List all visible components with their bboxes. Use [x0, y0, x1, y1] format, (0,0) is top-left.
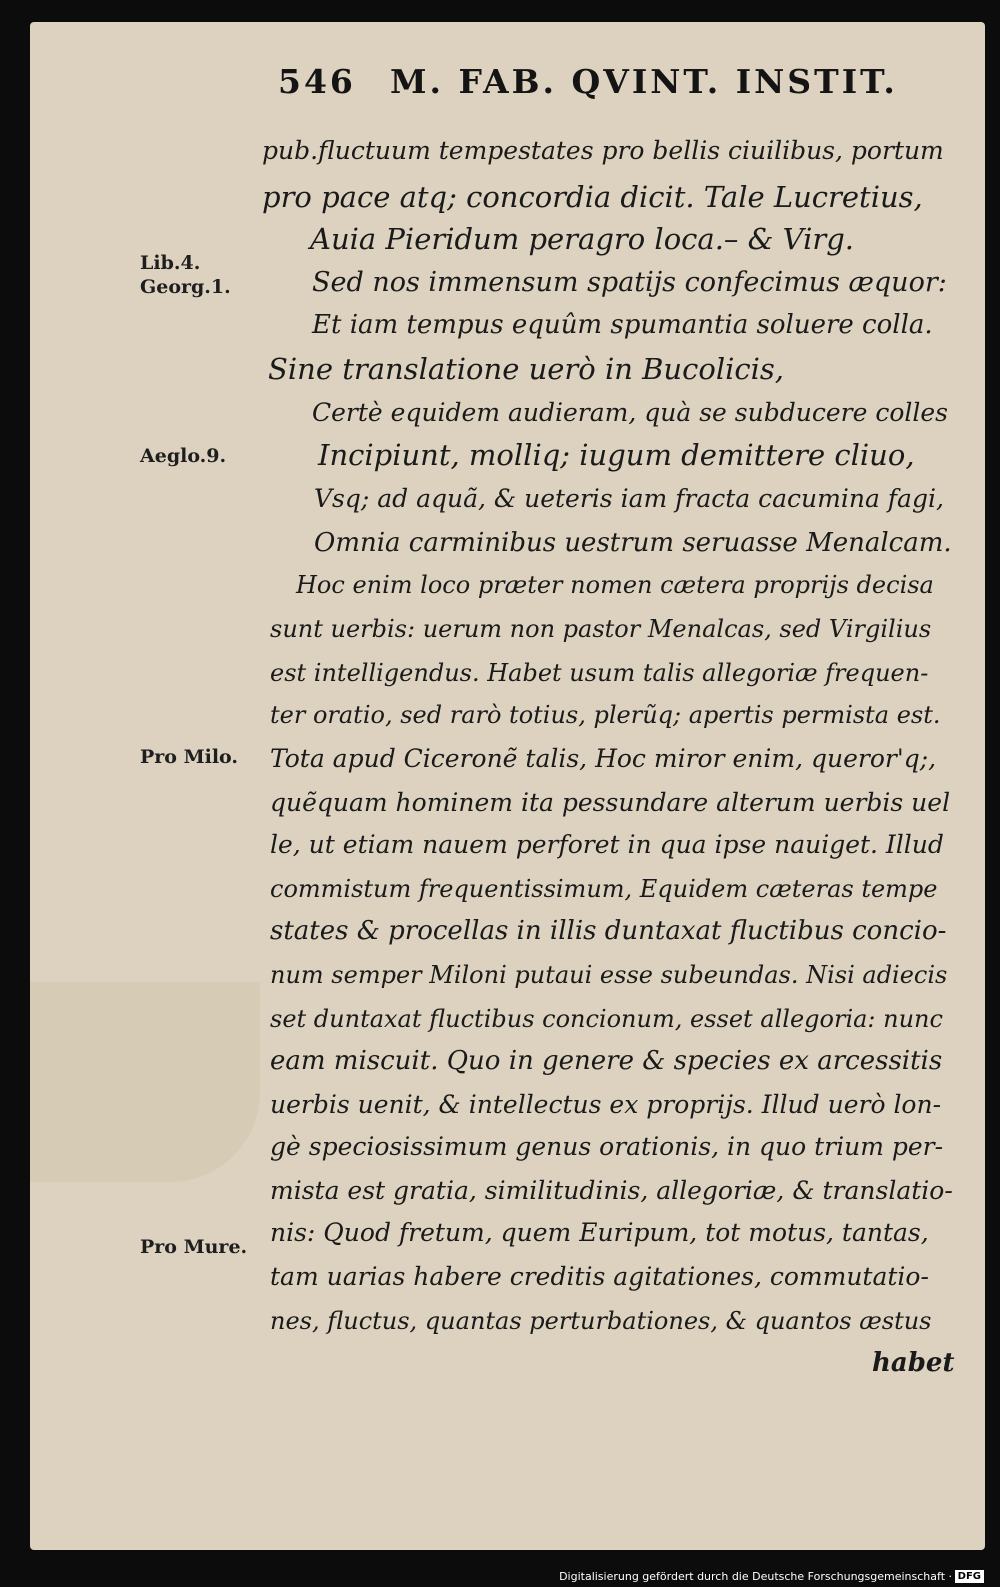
margin-note: Pro Mure. [140, 1236, 248, 1258]
running-title: M. FAB. QVINT. INSTIT. [390, 62, 898, 101]
text-line: Omnia carminibus uestrum seruasse Menalcam. [314, 528, 952, 558]
digitization-credit: Digitalisierung gefördert durch die Deutsche Forschungsgemeinschaft · [559, 1570, 952, 1583]
text-line: est intelligendus. Habet usum talis allegoriæ frequen- [270, 659, 929, 687]
text-line: num semper Miloni putaui esse subeundas. Nisi adiecis [270, 961, 948, 989]
page-number: 546 [278, 62, 356, 101]
page-stain [30, 982, 260, 1182]
text-line: gè speciosissimum genus orationis, in quo trium per- [270, 1132, 944, 1161]
text-line: ter oratio, sed rarò totius, plerũq; apertis permista est. [270, 701, 941, 729]
page-header [250, 62, 950, 112]
dfg-logo: DFG [955, 1570, 984, 1583]
text-line: set duntaxat fluctibus concionum, esset allegoria: nunc [270, 1005, 943, 1033]
text-line: quẽquam hominem ita pessundare alterum uerbis uel [270, 788, 951, 817]
margin-note: Aeglo.9. [140, 445, 227, 467]
text-line: states & procellas in illis duntaxat fluctibus concio- [270, 916, 947, 946]
text-line: eam miscuit. Quo in genere & species ex arcessitis [270, 1046, 943, 1076]
margin-note: Georg.1. [140, 276, 231, 298]
text-line: le, ut etiam nauem perforet in qua ipse nauiget. Illud [270, 830, 944, 859]
text-line: Vsq; ad aquã, & ueteris iam fracta cacumina fagi, [314, 484, 944, 513]
text-line: Hoc enim loco præter nomen cætera proprijs decisa [296, 571, 934, 599]
text-line: Incipiunt, molliq; iugum demittere cliuo, [318, 438, 915, 472]
text-line: commistum frequentissimum, Equidem cæteras tempe [270, 875, 938, 903]
text-line: Tota apud Ciceronẽ talis, Hoc miror enim, queror'q;, [270, 744, 937, 773]
text-line: Sine translatione uerò in Bucolicis, [268, 352, 784, 386]
margin-note: Pro Milo. [140, 746, 239, 768]
text-line: mista est gratia, similitudinis, allegoriæ, & translatio- [270, 1176, 953, 1205]
text-line: nis: Quod fretum, quem Euripum, tot motus, tantas, [270, 1218, 929, 1247]
text-line: Certè equidem audieram, quà se subducere colles [312, 398, 948, 427]
catchword: habet [872, 1348, 955, 1378]
text-line: nes, fluctus, quantas perturbationes, & quantos æstus [270, 1307, 932, 1335]
text-line: Auia Pieridum peragro loca.– & Virg. [310, 222, 855, 256]
text-line: pub.fluctuum tempestates pro bellis ciuilibus, portum [262, 136, 944, 165]
text-line: Et iam tempus equûm spumantia soluere colla. [312, 310, 933, 340]
text-line: sunt uerbis: uerum non pastor Menalcas, sed Virgilius [270, 615, 932, 643]
text-line: pro pace atq; concordia dicit. Tale Lucretius, [262, 180, 923, 214]
text-line: Sed nos immensum spatijs confecimus æquor: [312, 267, 947, 298]
margin-note: Lib.4. [140, 252, 201, 274]
text-line: uerbis uenit, & intellectus ex proprijs. Illud uerò lon- [270, 1090, 942, 1119]
text-line: tam uarias habere creditis agitationes, commutatio- [270, 1262, 929, 1291]
